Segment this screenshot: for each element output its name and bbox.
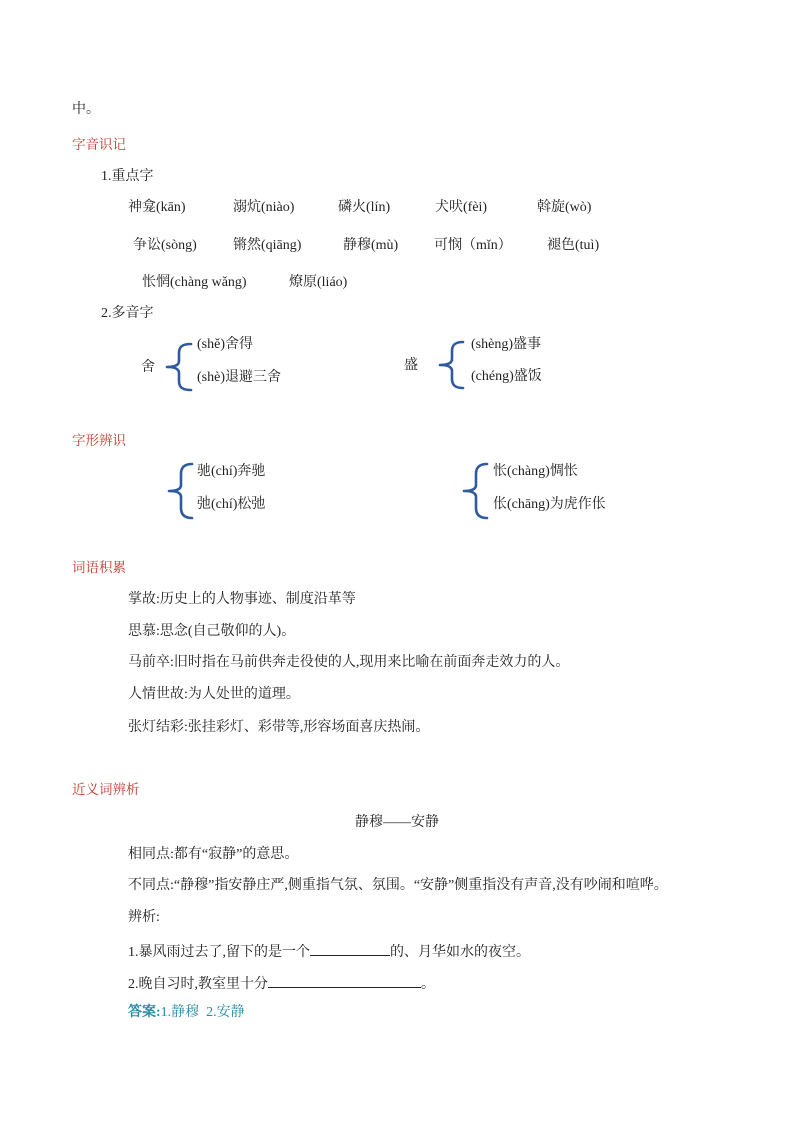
vocab-item: 掌故:历史上的人物事迹、制度沿革等: [128, 592, 356, 607]
section-heading-glyph: 字形辨识: [72, 433, 126, 448]
curly-brace: [167, 462, 193, 520]
question-text: 2.晚自习时,教室里十分: [128, 977, 268, 992]
question-text: 。: [421, 977, 435, 992]
key-char-item: 褪色(tuì): [547, 238, 600, 253]
section-heading-pronunciation: 字音识记: [72, 137, 126, 152]
vocab-item: 张灯结彩:张挂彩灯、彩带等,形容场面喜庆热闹。: [128, 720, 430, 735]
key-char-item: 神龛(kān): [128, 200, 186, 215]
key-char-item: 可悯（mǐn）: [434, 238, 512, 253]
section-heading-vocab: 词语积累: [72, 560, 126, 575]
polyphones-label: 2.多音字: [101, 306, 154, 321]
question-text: 的、月华如水的夜空。: [390, 945, 530, 960]
glyph-item: 驰(chí)奔驰: [197, 464, 266, 479]
key-chars-label: 1.重点字: [101, 169, 154, 184]
synonym-similarity: 相同点:都有“寂静”的意思。: [128, 847, 299, 862]
answer-line: [128, 1003, 245, 1023]
answer-blank: [268, 972, 421, 988]
exercise-question-2: [128, 972, 435, 992]
glyph-item: 怅(chàng)惆怅: [493, 464, 578, 479]
question-text: 1.暴风雨过去了,留下的是一个: [128, 945, 310, 960]
key-char-item: 磷火(lín): [338, 200, 391, 215]
polyphone-reading: (shèng)盛事: [471, 337, 541, 352]
polyphone-reading: (chéng)盛饭: [471, 369, 542, 384]
exercise-question-1: [128, 940, 530, 960]
section-heading-synonyms: 近义词辨析: [72, 782, 140, 797]
answer-text: 1.静穆 2.安静: [160, 1005, 245, 1020]
key-char-item: 争讼(sòng): [133, 238, 197, 253]
vocab-item: 思慕:思念(自己敬仰的人)。: [128, 624, 296, 639]
curly-brace: [438, 340, 464, 390]
polyphone-char: 盛: [404, 358, 418, 373]
key-char-item: 怅惘(chàng wǎng): [142, 275, 247, 290]
polyphone-reading: (shè)退避三舍: [197, 370, 281, 385]
analysis-label: 辨析:: [128, 910, 160, 925]
synonym-difference: 不同点:“静穆”指安静庄严,侧重指气氛、氛围。“安静”侧重指没有声音,没有吵闹和喧哗。: [128, 878, 668, 893]
answer-label: 答案:: [128, 1005, 161, 1020]
intro-tail-text: 中。: [72, 102, 100, 117]
glyph-item: 伥(chāng)为虎作伥: [493, 497, 606, 512]
key-char-item: 燎原(liáo): [289, 275, 348, 290]
vocab-item: 马前卒:旧时指在马前供奔走役使的人,现用来比喻在前面奔走效力的人。: [128, 655, 570, 670]
key-char-item: 锵然(qiāng): [233, 238, 302, 253]
curly-brace: [462, 462, 488, 520]
key-char-item: 静穆(mù): [343, 238, 399, 253]
polyphone-char: 舍: [141, 360, 155, 375]
synonym-pair-title: 静穆——安静: [355, 815, 439, 830]
key-char-item: 犬吠(fèi): [435, 200, 488, 215]
polyphone-reading: (shě)舍得: [197, 337, 253, 352]
glyph-item: 弛(chí)松弛: [197, 497, 266, 512]
key-char-item: 斡旋(wò): [537, 200, 592, 215]
answer-blank: [310, 940, 390, 956]
vocab-item: 人情世故:为人处世的道理。: [128, 687, 300, 702]
key-char-item: 溺炕(niào): [233, 200, 295, 215]
curly-brace: [164, 342, 192, 392]
